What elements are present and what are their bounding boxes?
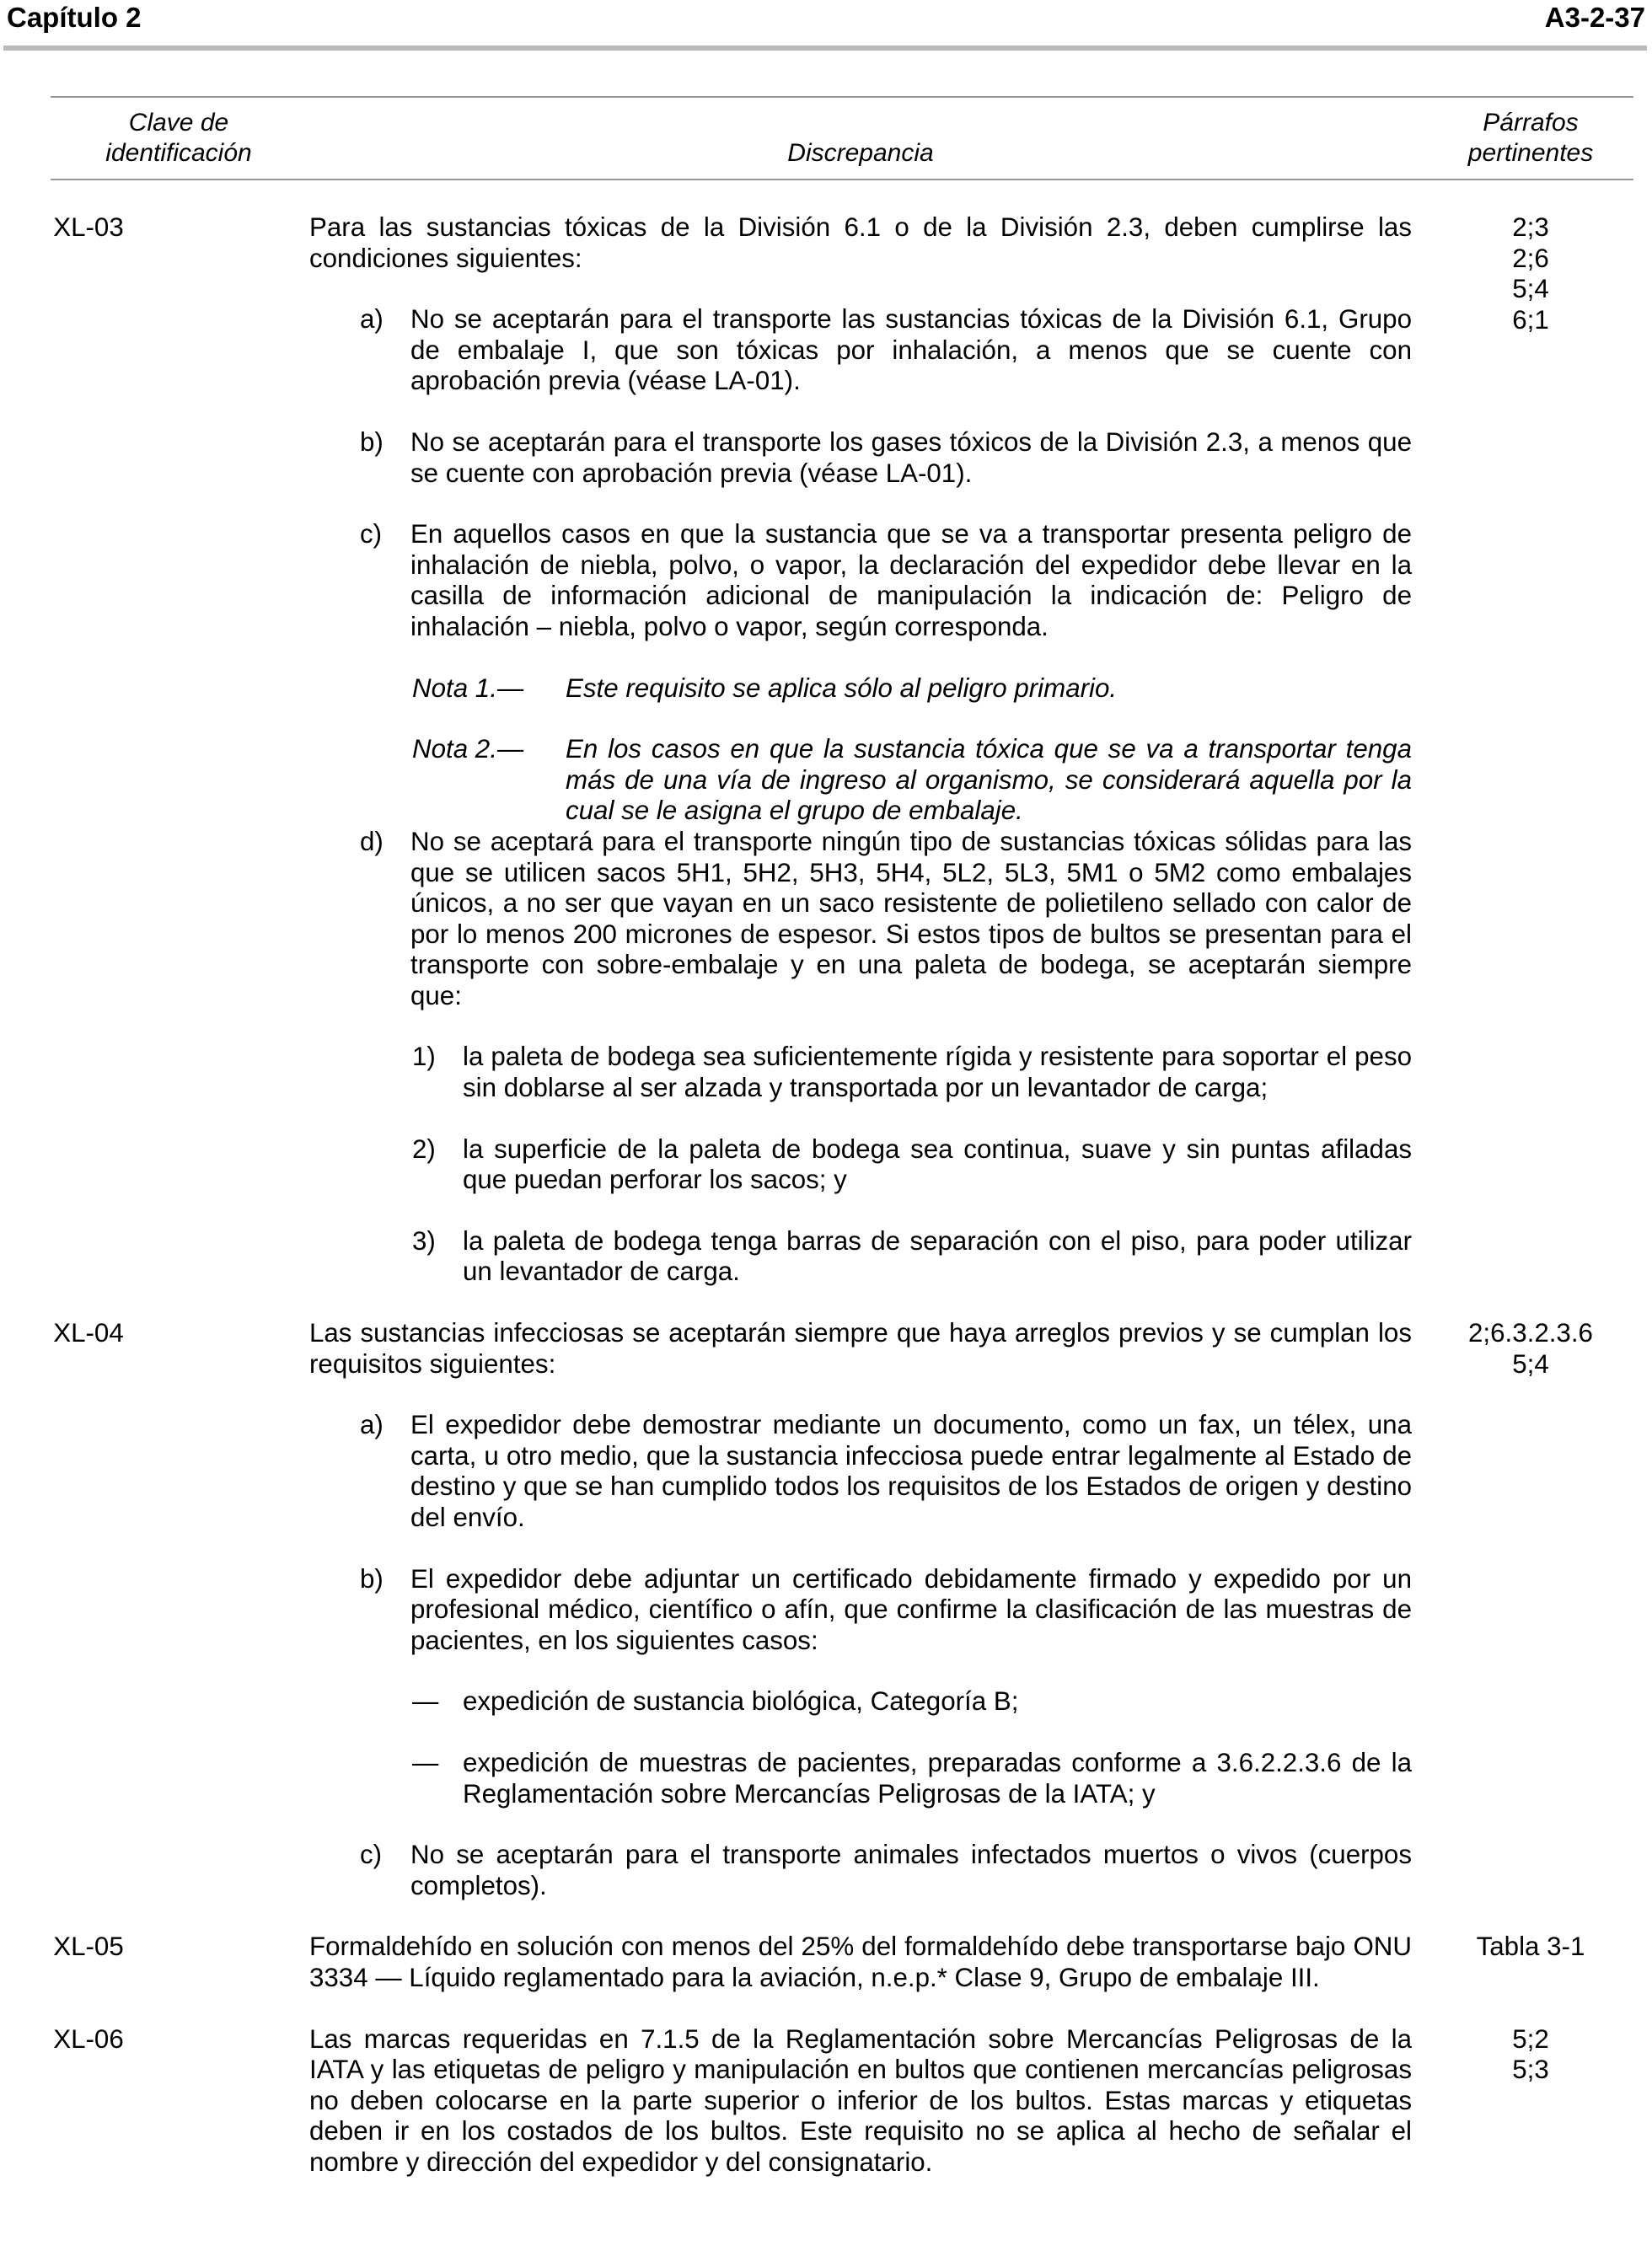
ref-value: 2;6.3.2.3.6 <box>1468 1318 1593 1348</box>
sub-list-item <box>412 1134 1412 1196</box>
column-header-key-line1: Clave de <box>128 109 229 137</box>
ref-value: 2;6 <box>1512 243 1549 273</box>
list-item <box>309 427 1412 489</box>
item-label: c) <box>360 519 383 549</box>
ref-value: 5;2 <box>1512 2023 1549 2054</box>
column-header-key <box>51 108 307 169</box>
column-header-discrepancy: Discrepancia <box>787 139 934 167</box>
column-header-refs <box>1433 108 1628 169</box>
item-text: No se aceptarán para el transporte los gases tóxicos de la División 2.3, a menos que se cuente con aprobación previa (véase LA-01). <box>410 426 1412 488</box>
list-item <box>309 1564 1412 1657</box>
dash-label: — <box>412 1747 439 1777</box>
row-intro: Para las sustancias tóxicas de la División 6.1 o de la División 2.3, deben cumplirse las condiciones siguientes: <box>309 212 1412 273</box>
row-intro: Las sustancias infecciosas se aceptarán siempre que haya arreglos previos y se cumplan los requisitos siguientes: <box>309 1318 1412 1379</box>
note <box>412 673 1412 705</box>
item-text: En aquellos casos en que la sustancia que se va a transportar presenta peligro de inhalación de niebla, polvo, o vapor, la declaración del expedidor debe llevar en la casilla de información adicional de manipulación la indicación de: Peligro de inhalación – niebla, polvo o vapor, según corresponda. <box>410 519 1412 641</box>
list-item <box>309 827 1412 1012</box>
row-refs <box>1433 212 1628 335</box>
note <box>412 734 1412 827</box>
dash-text: expedición de sustancia biológica, Categoría B; <box>463 1686 1019 1717</box>
row-discrepancy <box>309 2024 1412 2179</box>
chapter-title: Capítulo 2 <box>7 2 142 33</box>
note-text: En los casos en que la sustancia tóxica que se va a transportar tenga más de una vía de ingreso al organismo, se considerará aquella por la cual se le asigna el grupo de embalaje. <box>566 734 1412 826</box>
row-key: XL-05 <box>53 1932 124 1962</box>
sub-item-text: la superficie de la paleta de bodega sea continua, suave y sin puntas afiladas que puedan perforar los sacos; y <box>463 1134 1412 1195</box>
dash-list-item <box>412 1686 1412 1718</box>
ref-value: 5;3 <box>1512 2055 1549 2085</box>
sub-list-item <box>412 1226 1412 1288</box>
item-text: No se aceptarán para el transporte las sustancias tóxicas de la División 6.1, Grupo de embalaje I, que son tóxicas por inhalación, a menos que se cuente con aprobación previa (véase LA-01). <box>410 304 1412 396</box>
item-text: El expedidor debe demostrar mediante un documento, como un fax, un télex, una carta, u otro medio, que la sustancia infecciosa puede entrar legalmente al Estado de destino y que se han cumplido todos los requisitos de los Estados de origen y destino del envío. <box>410 1410 1412 1532</box>
item-label: c) <box>360 1840 383 1870</box>
ref-value: 2;3 <box>1512 212 1549 242</box>
item-label: a) <box>360 304 384 335</box>
header-rule <box>3 46 1647 51</box>
row-discrepancy <box>309 212 1412 1288</box>
table-row-xl-06 <box>0 2024 1652 2179</box>
item-text: No se aceptarán para el transporte animales infectados muertos o vivos (cuerpos completos). <box>410 1840 1412 1900</box>
row-refs <box>1433 2024 1628 2086</box>
ref-value: Tabla 3-1 <box>1476 1932 1585 1962</box>
item-text: El expedidor debe adjuntar un certificado debidamente firmado y expedido por un profesional médico, científico o afín, que confirme la clasificación de las muestras de pacientes, en los siguientes casos: <box>410 1563 1412 1655</box>
sub-item-text: la paleta de bodega sea suficientemente rígida y resistente para soportar el peso sin doblarse al ser alzada y transportada por un levantador de carga; <box>463 1042 1412 1103</box>
dash-list-item <box>412 1748 1412 1809</box>
sub-item-label: 2) <box>412 1134 436 1164</box>
ref-value: 5;4 <box>1512 1348 1549 1379</box>
table-row-xl-03 <box>0 212 1652 1288</box>
row-refs <box>1433 1932 1628 1963</box>
note-label: Nota 2.— <box>412 734 524 764</box>
column-header-key-line2: identificación <box>105 139 252 167</box>
table-header-rule <box>51 179 1633 180</box>
row-key: XL-06 <box>53 2023 124 2054</box>
sub-item-label: 1) <box>412 1042 436 1072</box>
item-label: a) <box>360 1410 384 1440</box>
page-number: A3-2-37 <box>1544 2 1645 33</box>
sub-list-item <box>412 1042 1412 1103</box>
row-refs <box>1433 1318 1628 1380</box>
note-label: Nota 1.— <box>412 673 524 703</box>
row-key: XL-03 <box>53 212 124 242</box>
sub-item-text: la paleta de bodega tenga barras de separación con el piso, para poder utilizar un levantador de carga. <box>463 1225 1412 1287</box>
note-text: Este requisito se aplica sólo al peligro primario. <box>566 673 1118 703</box>
dash-text: expedición de muestras de pacientes, preparadas conforme a 3.6.2.2.3.6 de la Reglamentación sobre Mercancías Peligrosas de la IATA; y <box>463 1747 1412 1809</box>
item-label: d) <box>360 826 384 856</box>
row-key: XL-04 <box>53 1318 124 1348</box>
list-item <box>309 519 1412 642</box>
ref-value: 6;1 <box>1512 304 1549 335</box>
item-label: b) <box>360 426 384 457</box>
sub-item-label: 3) <box>412 1225 436 1256</box>
table-body <box>0 212 1652 2179</box>
row-discrepancy <box>309 1932 1412 1993</box>
table-row-xl-05 <box>0 1932 1652 1993</box>
row-discrepancy <box>309 1318 1412 1901</box>
table-top-rule <box>51 96 1633 98</box>
column-header-refs-line1: Párrafos <box>1483 109 1579 137</box>
row-intro: Las marcas requeridas en 7.1.5 de la Reglamentación sobre Mercancías Peligrosas de la IATA y las etiquetas de peligro y manipulación en bultos que contienen mercancías peligrosas no deben colocarse en la parte superior o inferior de los bultos. Estas marcas y etiquetas deben ir en los costados de los bultos. Este requisito no se aplica al hecho de señalar el nombre y dirección del expedidor y del consignatario. <box>309 2023 1412 2177</box>
ref-value: 5;4 <box>1512 274 1549 304</box>
row-intro: Formaldehído en solución con menos del 25% del formaldehído debe transportarse bajo ONU 3334 — Líquido reglamentado para la aviación, n.e.p.* Clase 9, Grupo de embalaje III. <box>309 1932 1412 1992</box>
table-row-xl-04 <box>0 1318 1652 1901</box>
item-text: No se aceptará para el transporte ningún tipo de sustancias tóxicas sólidas para las que se utilicen sacos 5H1, 5H2, 5H3, 5H4, 5L2, 5L3, 5M1 o 5M2 como embalajes únicos, a no ser que vayan en un saco resistente de polietileno sellado con calor de por lo menos 200 micrones de espesor. Si estos tipos de bultos se presentan para el transporte con sobre-embalaje y en una paleta de bodega, se aceptarán siempre que: <box>410 826 1412 1010</box>
item-label: b) <box>360 1563 384 1594</box>
list-item <box>309 1840 1412 1901</box>
dash-label: — <box>412 1686 439 1717</box>
list-item <box>309 1410 1412 1533</box>
list-item <box>309 304 1412 397</box>
column-header-refs-line2: pertinentes <box>1467 139 1594 167</box>
